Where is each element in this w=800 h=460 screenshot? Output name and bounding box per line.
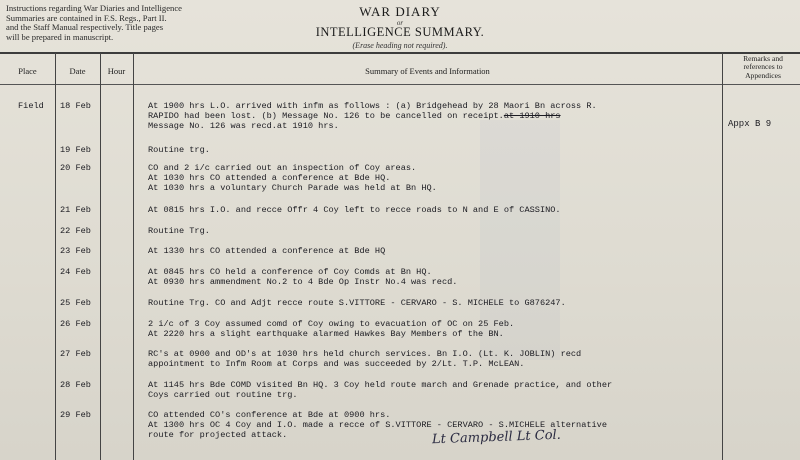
entry-date: 21 Feb (60, 205, 91, 215)
entry-date: 24 Feb (60, 267, 91, 277)
entry-line: Routine Trg. (148, 226, 210, 236)
header-bottom-rule (0, 84, 800, 85)
entry-date: 25 Feb (60, 298, 91, 308)
entry-line: appointment to Infm Room at Corps and was succeeded by 2/Lt. T.P. McLEAN. (148, 359, 525, 369)
entry-line: CO and 2 i/c carried out an inspection of Coy areas. (148, 163, 417, 173)
entry-line: Message No. 126 was recd.at 1910 hrs. (148, 121, 339, 131)
entry-date: 23 Feb (60, 246, 91, 256)
entry-line: Coys carried out routine trg. (148, 390, 298, 400)
col-date-header: Date (69, 66, 86, 76)
entry-date: 27 Feb (60, 349, 91, 359)
column-divider (133, 53, 134, 460)
instructions-line: and the Staff Manual respectively. Title pages (6, 22, 164, 33)
instructions-line: Summaries are contained in F.S. Regs., Part II. (6, 12, 167, 23)
instructions-line: will be prepared in manuscript. (6, 31, 114, 42)
title-war-diary: WAR DIARY (359, 4, 441, 19)
title-or: or (396, 19, 404, 27)
entry-date: 29 Feb (60, 410, 91, 420)
entry-date: 26 Feb (60, 319, 91, 329)
column-divider (722, 53, 723, 460)
col-summary-header: Summary of Events and Information (365, 66, 490, 76)
entry-date: 22 Feb (60, 226, 91, 236)
entry-line: At 1900 hrs L.O. arrived with infm as follows : (a) Bridgehead by 28 Maori Bn across R. (148, 101, 597, 111)
entry-line: At 0815 hrs I.O. and recce Offr 4 Coy left to recce roads to N and E of CASSINO. (148, 205, 561, 215)
entry-line: At 1145 hrs Bde COMD visited Bn HQ. 3 Coy held route march and Grenade practice, and other (148, 380, 613, 390)
col-place-header: Place (18, 66, 37, 76)
entry-line: At 1330 hrs CO attended a conference at Bde HQ (148, 246, 386, 256)
entry-line: At 2220 hrs a slight earthquake alarmed Hawkes Bay Members of the BN. (148, 329, 504, 339)
remarks-line: Appendices (745, 70, 781, 80)
handwritten-signature: Lt Campbell Lt Col. (431, 427, 562, 448)
struck-text: at 1910 hrs (503, 111, 561, 121)
entry-date: 18 Feb (60, 101, 91, 111)
entry-line: At 1030 hrs a voluntary Church Parade was held at Bn HQ. (148, 183, 437, 193)
entry-line: At 0930 hrs ammendment No.2 to 4 Bde Op Instr No.4 was recd. (148, 277, 458, 287)
column-divider (55, 53, 56, 460)
title-intelligence-summary: INTELLIGENCE SUMMARY. (315, 25, 485, 39)
entry-line: RC's at 0900 and OD's at 1030 hrs held church services. Bn I.O. (Lt. K. JOBLIN) recd (148, 349, 582, 359)
col-hour-header: Hour (107, 66, 126, 76)
entry-line: At 0845 hrs CO held a conference of Coy Comds at Bn HQ. (148, 267, 432, 277)
entry-line: route for projected attack. (148, 430, 288, 440)
instructions-line: Instructions regarding War Diaries and Intelligence (6, 3, 182, 13)
title-erase-note: (Erase heading not required). (352, 41, 448, 50)
entry-line (148, 111, 561, 121)
entry-line: CO attended CO's conference at Bde at 0900 hrs. (148, 410, 391, 420)
entry-line-text: RAPIDO had been lost. (b) Message No. 126 to be cancelled on receipt. (148, 111, 504, 121)
remarks-line: Remarks and (743, 54, 783, 63)
col-remarks-header (726, 55, 800, 80)
entry-line: 2 i/c of 3 Coy assumed comd of Coy owing to evacuation of OC on 25 Feb. (148, 319, 515, 329)
entry-date: 28 Feb (60, 380, 91, 390)
entry-line: Routine Trg. CO and Adjt recce route S.VITTORE - CERVARO - S. MICHELE to G876247. (148, 298, 566, 308)
header-top-rule (0, 52, 800, 54)
remarks-line: references to (743, 62, 783, 72)
entry-date: 20 Feb (60, 163, 91, 173)
column-divider (100, 53, 101, 460)
entry-place: Field (18, 101, 44, 111)
entry-remark: Appx B 9 (728, 119, 772, 129)
entry-line: Routine trg. (148, 145, 210, 155)
entry-date: 19 Feb (60, 145, 91, 155)
entry-line: At 1030 hrs CO attended a conference at Bde HQ. (148, 173, 391, 183)
entry-line: At 1300 hrs OC 4 Coy and I.O. made a recce of S.VITTORE - CERVARO - S.MICHELE alternative (148, 420, 607, 430)
